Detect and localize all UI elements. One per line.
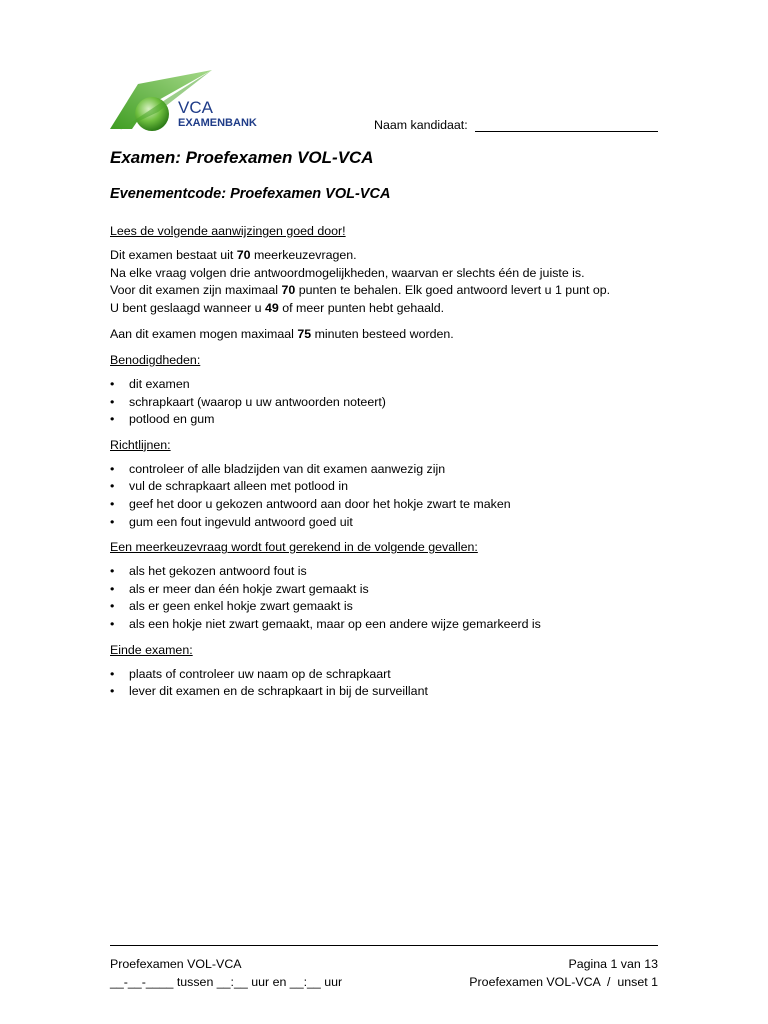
list-item: • potlood en gum	[110, 411, 670, 429]
footer-exam-set: Proefexamen VOL-VCA / unset 1	[469, 975, 658, 989]
section-heading-fout-gerekend: Een meerkeuzevraag wordt fout gerekend in de volgende gevallen:	[110, 540, 478, 555]
list-richtlijnen	[110, 461, 670, 531]
list-einde-examen	[110, 666, 670, 701]
section-heading-benodigdheden: Benodigdheden:	[110, 352, 201, 367]
footer-exam-name: Proefexamen VOL-VCA	[110, 957, 242, 971]
list-item: • plaats of controleer uw naam op de schrapkaart	[110, 666, 670, 684]
logo-graphic	[108, 68, 278, 132]
intro-line-1: Dit examen bestaat uit 70 meerkeuzevragen.	[110, 248, 357, 262]
list-item: • gum een fout ingevuld antwoord goed uit	[110, 514, 670, 532]
time-paragraph: Aan dit examen mogen maximaal 75 minuten besteed worden.	[110, 327, 454, 342]
candidate-name-line[interactable]	[475, 131, 658, 132]
svg-text:EXAMENBANK: EXAMENBANK	[178, 117, 257, 129]
list-benodigdheden	[110, 376, 670, 429]
footer-date-time: __-__-____ tussen __:__ uur en __:__ uur	[110, 975, 343, 989]
candidate-name-label: Naam kandidaat:	[374, 118, 468, 132]
list-item: • als een hokje niet zwart gemaakt, maar op een andere wijze gemarkeerd is	[110, 616, 670, 634]
event-code: Evenementcode: Proefexamen VOL-VCA	[110, 186, 391, 202]
list-item: • dit examen	[110, 376, 670, 394]
section-heading-einde-examen: Einde examen:	[110, 642, 193, 657]
list-item: • geef het door u gekozen antwoord aan door het hokje zwart te maken	[110, 496, 670, 514]
intro-paragraph	[110, 247, 670, 317]
instructions	[110, 224, 670, 710]
intro-line-3: Voor dit examen zijn maximaal 70 punten te behalen. Elk goed antwoord levert u 1 punt op.	[110, 283, 611, 298]
list-item: • als het gekozen antwoord fout is	[110, 563, 670, 581]
instructions-heading: Lees de volgende aanwijzingen goed door!	[110, 224, 346, 238]
list-item: • lever dit examen en de schrapkaart in bij de surveillant	[110, 683, 670, 701]
list-item: • als er geen enkel hokje zwart gemaakt is	[110, 598, 670, 616]
footer-divider	[110, 945, 658, 946]
intro-line-2: Na elke vraag volgen drie antwoordmogelijkheden, waarvan er slechts één de juiste is.	[110, 265, 585, 280]
list-fout-gerekend	[110, 563, 670, 633]
footer-page-number: Pagina 1 van 13	[568, 957, 658, 971]
vca-examenbank-logo	[108, 68, 278, 132]
list-item: • controleer of alle bladzijden van dit examen aanwezig zijn	[110, 461, 670, 479]
exam-title: Examen: Proefexamen VOL-VCA	[110, 148, 374, 167]
list-item: • vul de schrapkaart alleen met potlood in	[110, 478, 670, 496]
list-item: • als er meer dan één hokje zwart gemaakt is	[110, 581, 670, 599]
section-heading-richtlijnen: Richtlijnen:	[110, 437, 171, 452]
svg-text:VCA: VCA	[178, 98, 213, 117]
intro-line-4: U bent geslaagd wanneer u 49 of meer punten hebt gehaald.	[110, 300, 445, 315]
list-item: • schrapkaart (waarop u uw antwoorden noteert)	[110, 394, 670, 412]
